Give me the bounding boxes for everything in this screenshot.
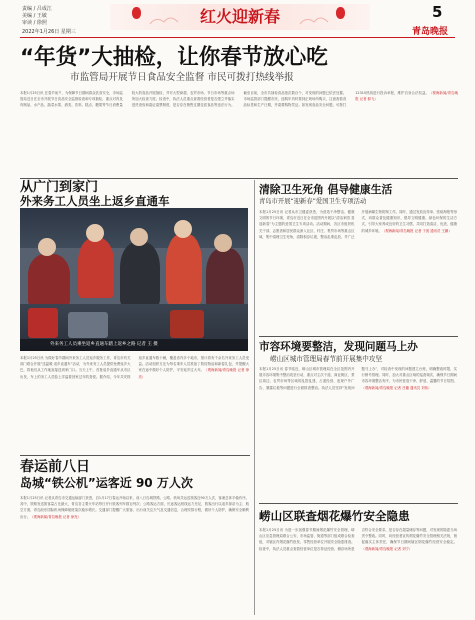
editor-line: 责编 / 吕成江: [22, 6, 52, 12]
bottom-story-text: 本报1月25日讯 记者从青岛市交通运输部门获悉，自1月17日春运开始以来，前八日岛城铁路、公路、机场共运送旅客近90万人次，客流总体平稳有序。其中，铁路发送旅客量占比最大，青岛各主要火车站每日开行旅客列车数百列次；公路客运方面，长途客运班线运力充足，旅客出行以返乡探亲为主；航空方面，青岛胶东国际机场保障航班架次稳步增长。交通部门提醒广大旅客，出行前关注天气及交通信息，合理安排行程，做好个人防护，确保安全顺利出行。: [20, 496, 249, 519]
column-separator: [254, 180, 255, 615]
editor-credits: [22, 6, 76, 36]
paper-name: 青岛晚报: [412, 27, 449, 37]
right-story3-headline: 崂山区联查烟花爆竹安全隐患: [259, 509, 410, 523]
lead-body: [20, 90, 458, 174]
section-divider: [259, 503, 458, 504]
bottom-story-credit: （观海新闻/青岛晚报 记者 徐亮）: [30, 514, 81, 519]
right-story2-text: 本报1月25日讯 春节临近，崂山区城市管理局在全区范围内开展市容环境集中整治攻坚行动，重点对主次干道、商业街区、景区周边、农贸市场等区域的乱搭乱建、占道经营、违规户外广告、暴露垃圾等问题进行全面排查整治。执法人员坚持“发现问题马上办”，对检查中发现的问题建立台账，明确整改时限，实行销号管理。同时，加大对重点区域的巡查频次，确保节日期间市容环境整洁有序，为市民营造干净、舒适、温馨的节日氛围。: [259, 367, 457, 390]
lead-text: 本报1月25日讯 在春节前夕，为保障节日期间群众饮食安全，市场监管局近日在全市开展节日食品安全监督检查和专项抽检，重点对肉及肉制品、水产品、蔬菜水果、酒类、饮料、糕点、糖果等节日消费量较大的食品开展抽检，并对大型商超、农贸市场、节日市场等重点场所加大检查力度。检查中，执法人员重点查看经营者是否建立并落实进货查验和索证索票制度，是否存在销售过期变质食品等违法行为。截至目前，全市共抽检食品批次数百个，对发现的问题已依法处置。市场监管部门提醒市民，选购年货时要到正规场所购买，注意查看食品标签和生产日期，并索要购物凭证。如发现食品安全问题，可拨打12315热线进行投诉举报，维护自身合法权益。: [20, 91, 429, 108]
right-story1-credit: （观海新闻/青岛晚报 记者 于波 通讯员 王鹏）: [381, 228, 452, 233]
bottom-story-subheadline: 岛城“铁公机”运客近 90 万人次: [20, 476, 193, 490]
left-story-credit: （观海新闻/青岛晚报 记者 徐亮）: [138, 368, 249, 379]
lead-subheadline: 市监管局开展节日食品安全监督 市民可拨打热线举报: [70, 72, 294, 83]
designer-line: 美编 / 王敏: [22, 13, 47, 19]
bottom-story-body: [20, 495, 249, 615]
left-story-headline: 从广门到家门: [20, 180, 99, 195]
banner-title: 红火迎新春: [199, 7, 280, 26]
right-story1-subheadline: 青岛市开展“迎新春”爱国卫生专项活动: [259, 198, 367, 205]
right-story1-body: [259, 209, 457, 332]
page-number: 5: [432, 3, 443, 21]
masthead-rule: [20, 37, 455, 38]
bus-passengers-photo: [20, 208, 248, 351]
section-divider: [259, 336, 458, 337]
bottom-story-headline: 春运前八日: [20, 459, 90, 475]
section-divider: [20, 178, 458, 179]
right-story1-text: 本报1月25日讯 记者从市卫健委获悉，为营造干净整洁、健康文明的节日环境，青岛市近日在全市范围内开展以“清洁家园 喜迎新春”为主题的爱国卫生专项活动。活动期间，各区市组织机关干部、志愿者和居民群众深入社区、村庄、集贸市场等重点区域，集中清理卫生死角，清除积存垃圾，整治乱堆乱放，并广泛开展病媒生物防制工作。同时，通过发放宣传单、张贴海报等形式，向群众普及健康知识，倡导文明健康、绿色环保的生活方式，引导大家养成良好的卫生习惯，共同打造清洁、优美、健康的城乡环境。: [259, 210, 457, 239]
lead-headline: “年货”大抽检，让你春节放心吃: [20, 45, 328, 70]
right-story3-text: 本报1月25日讯 为进一步加强春节期间烟花爆竹安全管理，崂山区应急管理局联合公安、市场监管、街道等部门组成联合检查组，对辖区内烟花爆竹批发、零售经营单位开展安全隐患排查。检查中，执法人员重点查看经营单位是否持证经营、储存场所是否符合安全要求、是否存在超量储存等问题，对发现的隐患当场责令整改。同时，向经营者宣传烟花爆竹安全管理相关法规，督促落实主体责任，确保节日期间辖区烟花爆竹经营安全稳定。: [259, 528, 457, 551]
photo-caption: 外来务工人员乘坐返乡直通车踏上返乡之路 记者 王 摄: [50, 342, 158, 347]
lead-credit: （观海新闻/青岛晚报 记者 薛飞）: [355, 91, 458, 102]
right-story3-credit: （观海新闻/青岛晚报 记者 刘宁）: [361, 546, 413, 551]
right-story2-credit: （观海新闻/青岛晚报 记者 吕璐 通讯员 刘伟）: [361, 385, 432, 390]
left-story-subheadline: 外来务工人员坐上返乡直通车: [20, 194, 170, 208]
right-story2-subheadline: 崂山区城市管理局春节前开展集中攻坚: [270, 355, 383, 363]
section-divider: [20, 455, 250, 456]
right-story3-body: [259, 527, 457, 616]
proofreader-line: 审读 / 徐照: [22, 20, 47, 26]
festival-banner: [110, 4, 370, 30]
left-story-text: 本报1月25日讯 为做好春节期间外来务工人员返乡服务工作，青岛市有关部门联合开展“送温暖 返乡直通车”活动，为外来务工人员提供免费返乡大巴，将他们从工作地直接送到家门口。当天上午，首批返乡直通车从市区出发，车上的务工人员脸上洋溢着回家过年的喜悦。据介绍，今年共安排返乡直通车数十辆，覆盖省内多个地市，预计将有千余名外来务工人员受益。活动组织方还为每名乘车人员准备了防疫物品和新春礼包，并提醒大家在途中做好个人防护，平安返乡过大年。: [20, 356, 249, 379]
right-story2-body: [259, 366, 457, 499]
right-story1-headline: 清除卫生死角 倡导健康生活: [259, 183, 393, 196]
right-story2-headline: 市容环境要整洁，发现问题马上办: [259, 341, 418, 353]
issue-date: 2022年1月26日 星期三: [22, 29, 76, 35]
left-story-body: [20, 355, 249, 453]
